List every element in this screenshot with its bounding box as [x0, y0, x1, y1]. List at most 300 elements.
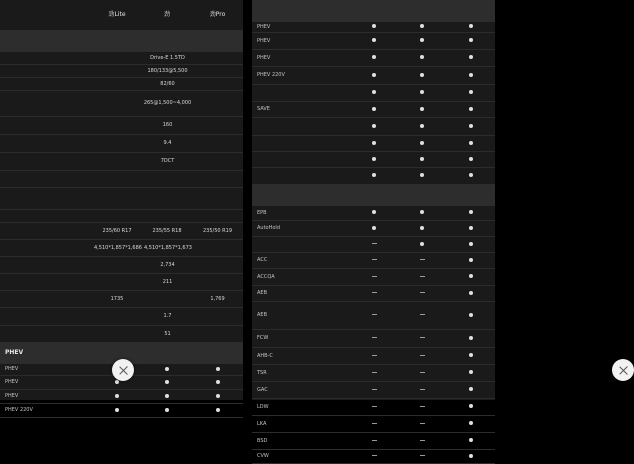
not-available-dash: [420, 355, 425, 356]
trim-header: 劲: [142, 0, 192, 30]
standard-feature-dot: [372, 210, 376, 214]
not-available-dash: [372, 372, 377, 373]
standard-feature-dot: [469, 336, 473, 340]
not-available-dash: [372, 337, 377, 338]
standard-feature-dot: [372, 173, 376, 177]
not-available-dash: [420, 337, 425, 338]
standard-feature-dot: [469, 157, 473, 161]
not-available-dash: [420, 423, 425, 424]
not-available-dash: [372, 406, 377, 407]
not-available-dash: [372, 314, 377, 315]
spec-value: [142, 290, 192, 307]
feature-cell: [142, 389, 192, 403]
spec-label: [252, 236, 350, 252]
standard-feature-dot: [372, 24, 376, 28]
spec-label: [0, 273, 92, 290]
spec-row: [252, 285, 495, 301]
spec-row: [252, 117, 495, 135]
feature-cell: [446, 285, 495, 301]
feature-cell: [350, 285, 398, 301]
feature-cell: [350, 151, 398, 167]
spec-row: [252, 66, 495, 84]
spec-row: [0, 170, 243, 187]
feature-cell: [398, 364, 446, 381]
spec-row: [252, 364, 495, 381]
spec-label: CVW: [252, 449, 350, 463]
standard-feature-dot: [372, 90, 376, 94]
not-available-dash: [420, 372, 425, 373]
spec-label: FCW: [252, 329, 350, 347]
feature-cell: [350, 32, 398, 49]
trim-header: 劲Pro: [192, 0, 243, 30]
spec-label: [0, 187, 92, 209]
spec-row: [0, 389, 243, 403]
spec-row: [0, 187, 243, 209]
feature-cell: [398, 151, 446, 167]
spec-value: 4,510*1,857*1,686: [92, 239, 142, 256]
spec-value: 51: [92, 325, 243, 342]
spec-label: [0, 325, 92, 342]
standard-feature-dot: [420, 38, 424, 42]
spec-value: 4,510*1,857*1,673: [142, 239, 192, 256]
not-available-dash: [420, 389, 425, 390]
feature-cell: [350, 167, 398, 184]
feature-cell: [350, 432, 398, 449]
feature-cell: [446, 268, 495, 285]
spec-row: [252, 301, 495, 329]
spec-label: BSD: [252, 432, 350, 449]
feature-cell: [398, 381, 446, 398]
feature-cell: [446, 167, 495, 184]
spec-table-left: [0, 0, 243, 418]
spec-value: [192, 239, 243, 256]
standard-feature-dot: [372, 73, 376, 77]
standard-feature-dot: [115, 394, 119, 398]
standard-feature-dot: [115, 408, 119, 412]
spec-label: PHEV: [0, 375, 92, 389]
spec-label: [0, 209, 92, 222]
standard-feature-dot: [469, 55, 473, 59]
spec-value: 235/50 R19: [192, 222, 243, 239]
feature-cell: [446, 415, 495, 432]
standard-feature-dot: [372, 38, 376, 42]
feature-cell: [350, 236, 398, 252]
feature-cell: [398, 329, 446, 347]
feature-cell: [350, 252, 398, 268]
spec-row: [252, 252, 495, 268]
spec-value: 160: [92, 116, 243, 134]
feature-cell: [446, 151, 495, 167]
spec-label: [0, 256, 92, 273]
standard-feature-dot: [469, 258, 473, 262]
feature-cell: [446, 381, 495, 398]
feature-cell: [350, 101, 398, 117]
feature-cell: [446, 21, 495, 32]
spec-row: [0, 307, 243, 325]
spec-label: AEB: [252, 301, 350, 329]
close-icon: [618, 365, 629, 376]
spec-label: AHB-C: [252, 347, 350, 364]
feature-cell: [192, 375, 243, 389]
spec-label: PHEV: [252, 49, 350, 66]
section-title: PHEV: [0, 342, 243, 363]
spec-label: [252, 117, 350, 135]
feature-cell: [350, 449, 398, 463]
feature-cell: [350, 220, 398, 236]
feature-cell: [446, 84, 495, 101]
feature-cell: [142, 363, 192, 375]
feature-cell: [446, 205, 495, 220]
feature-cell: [192, 403, 243, 417]
spec-row: [0, 403, 243, 417]
spec-row: [252, 432, 495, 449]
feature-cell: [350, 205, 398, 220]
standard-feature-dot: [216, 367, 220, 371]
section-header: [0, 30, 243, 51]
feature-cell: [446, 32, 495, 49]
spec-row: [0, 256, 243, 273]
spec-row: [252, 268, 495, 285]
standard-feature-dot: [469, 173, 473, 177]
feature-cell: [350, 135, 398, 151]
not-available-dash: [372, 292, 377, 293]
spec-row: [252, 398, 495, 415]
not-available-dash: [420, 276, 425, 277]
spec-row: [252, 49, 495, 66]
panel-divider: [243, 0, 252, 400]
not-available-dash: [372, 389, 377, 390]
section-title: [252, 0, 495, 21]
spec-row: [252, 21, 495, 32]
feature-cell: [350, 398, 398, 415]
feature-cell: [446, 301, 495, 329]
spec-label: LKA: [252, 415, 350, 432]
spec-row: [0, 273, 243, 290]
feature-cell: [142, 403, 192, 417]
feature-cell: [446, 329, 495, 347]
standard-feature-dot: [469, 454, 473, 458]
spec-label: AutoHold: [252, 220, 350, 236]
spec-label: [0, 222, 92, 239]
standard-feature-dot: [469, 421, 473, 425]
spec-value: 235/60 R17: [92, 222, 142, 239]
spec-value: [92, 209, 243, 222]
spec-label: PHEV 220V: [0, 403, 92, 417]
feature-cell: [446, 49, 495, 66]
spec-value: 265@1,500~4,000: [92, 90, 243, 116]
spec-label: [0, 152, 92, 170]
standard-feature-dot: [469, 242, 473, 246]
spec-row: [252, 220, 495, 236]
standard-feature-dot: [469, 226, 473, 230]
standard-feature-dot: [372, 124, 376, 128]
standard-feature-dot: [469, 313, 473, 317]
feature-cell: [398, 220, 446, 236]
feature-cell: [192, 389, 243, 403]
spec-label: [252, 151, 350, 167]
spec-label: ACCQA: [252, 268, 350, 285]
standard-feature-dot: [372, 107, 376, 111]
standard-feature-dot: [216, 394, 220, 398]
not-available-dash: [372, 259, 377, 260]
not-available-dash: [420, 455, 425, 456]
feature-cell: [350, 381, 398, 398]
feature-cell: [398, 347, 446, 364]
spec-row: [252, 205, 495, 220]
spec-label: [252, 135, 350, 151]
not-available-dash: [372, 440, 377, 441]
feature-cell: [446, 347, 495, 364]
spec-label: GAC: [252, 381, 350, 398]
spec-label: SAVE: [252, 101, 350, 117]
feature-cell: [398, 301, 446, 329]
spec-row: [252, 101, 495, 117]
spec-label: [0, 77, 92, 90]
spec-value: Drive-E 1.5TD: [92, 51, 243, 64]
spec-label: [0, 116, 92, 134]
feature-cell: [350, 21, 398, 32]
spec-row: [252, 449, 495, 463]
standard-feature-dot: [165, 408, 169, 412]
spec-value: 82/60: [92, 77, 243, 90]
standard-feature-dot: [420, 173, 424, 177]
standard-feature-dot: [420, 55, 424, 59]
standard-feature-dot: [420, 226, 424, 230]
spec-value: 2,734: [92, 256, 243, 273]
feature-cell: [398, 135, 446, 151]
standard-feature-dot: [372, 157, 376, 161]
spec-label: ACC: [252, 252, 350, 268]
standard-feature-dot: [469, 353, 473, 357]
feature-cell: [446, 252, 495, 268]
standard-feature-dot: [469, 370, 473, 374]
spec-value: [92, 187, 243, 209]
close-button-right[interactable]: [612, 359, 634, 381]
standard-feature-dot: [469, 141, 473, 145]
standard-feature-dot: [469, 210, 473, 214]
spec-row: [252, 415, 495, 432]
feature-cell: [446, 101, 495, 117]
feature-cell: [398, 398, 446, 415]
standard-feature-dot: [216, 380, 220, 384]
spec-table-right: [252, 0, 495, 464]
spec-row: [0, 51, 243, 64]
standard-feature-dot: [469, 387, 473, 391]
standard-feature-dot: [469, 291, 473, 295]
standard-feature-dot: [469, 438, 473, 442]
not-available-dash: [372, 455, 377, 456]
feature-cell: [350, 347, 398, 364]
not-available-dash: [372, 276, 377, 277]
close-icon: [118, 365, 129, 376]
spec-value: 1.7: [92, 307, 243, 325]
feature-cell: [398, 205, 446, 220]
spec-label: [0, 134, 92, 152]
feature-cell: [398, 21, 446, 32]
spec-row: [0, 134, 243, 152]
feature-cell: [350, 84, 398, 101]
standard-feature-dot: [165, 380, 169, 384]
standard-feature-dot: [469, 38, 473, 42]
feature-cell: [446, 220, 495, 236]
spec-label: [252, 167, 350, 184]
feature-cell: [192, 363, 243, 375]
feature-cell: [350, 49, 398, 66]
not-available-dash: [420, 259, 425, 260]
spec-row: [0, 325, 243, 342]
standard-feature-dot: [469, 24, 473, 28]
section-header: [252, 0, 495, 21]
trim-header: 勁Lite: [92, 0, 142, 30]
standard-feature-dot: [372, 141, 376, 145]
spec-row: [252, 329, 495, 347]
standard-feature-dot: [469, 107, 473, 111]
not-available-dash: [420, 292, 425, 293]
spec-row: [252, 347, 495, 364]
spec-row: [252, 84, 495, 101]
spec-row: [0, 239, 243, 256]
spec-label: [0, 64, 92, 77]
spec-row: [0, 77, 243, 90]
spec-row: [252, 381, 495, 398]
feature-cell: [350, 117, 398, 135]
standard-feature-dot: [469, 274, 473, 278]
spec-row: [0, 64, 243, 77]
spec-value: 7DCT: [92, 152, 243, 170]
standard-feature-dot: [420, 24, 424, 28]
spec-value: 235/55 R18: [142, 222, 192, 239]
spec-label: [0, 290, 92, 307]
spec-label: [0, 51, 92, 64]
section-header: [252, 184, 495, 205]
feature-cell: [446, 135, 495, 151]
standard-feature-dot: [420, 73, 424, 77]
feature-cell: [350, 301, 398, 329]
standard-feature-dot: [469, 73, 473, 77]
feature-cell: [446, 449, 495, 463]
not-available-dash: [372, 355, 377, 356]
spec-value: 211: [92, 273, 243, 290]
standard-feature-dot: [165, 367, 169, 371]
feature-cell: [350, 329, 398, 347]
spec-value: 180/133@5,500: [92, 64, 243, 77]
standard-feature-dot: [216, 408, 220, 412]
spec-label: AEB: [252, 285, 350, 301]
spec-row: [252, 167, 495, 184]
standard-feature-dot: [469, 404, 473, 408]
not-available-dash: [372, 243, 377, 244]
spec-label: [252, 84, 350, 101]
feature-cell: [446, 236, 495, 252]
spec-label: [0, 239, 92, 256]
spec-label: PHEV: [0, 389, 92, 403]
spec-row: [0, 152, 243, 170]
feature-cell: [446, 66, 495, 84]
standard-feature-dot: [420, 242, 424, 246]
feature-cell: [398, 432, 446, 449]
standard-feature-dot: [469, 124, 473, 128]
feature-cell: [446, 117, 495, 135]
spec-panel-left: [0, 0, 243, 413]
standard-feature-dot: [420, 157, 424, 161]
trim-header-row: [0, 0, 243, 30]
spec-panel-right: [252, 0, 495, 459]
feature-cell: [398, 285, 446, 301]
spec-label: [0, 170, 92, 187]
spec-row: [252, 236, 495, 252]
close-button-left[interactable]: [112, 359, 134, 381]
feature-cell: [446, 364, 495, 381]
section-title: [252, 184, 495, 205]
spec-row: [252, 32, 495, 49]
trim-header-empty: [0, 0, 92, 30]
standard-feature-dot: [469, 90, 473, 94]
spec-value: 1,769: [192, 290, 243, 307]
feature-cell: [398, 101, 446, 117]
spec-label: [0, 307, 92, 325]
standard-feature-dot: [420, 124, 424, 128]
not-available-dash: [372, 423, 377, 424]
feature-cell: [398, 32, 446, 49]
standard-feature-dot: [420, 141, 424, 145]
feature-cell: [350, 268, 398, 285]
standard-feature-dot: [372, 55, 376, 59]
spec-label: PHEV: [252, 32, 350, 49]
feature-cell: [398, 252, 446, 268]
feature-cell: [398, 49, 446, 66]
spec-row: [252, 151, 495, 167]
spec-row: [252, 135, 495, 151]
feature-cell: [350, 66, 398, 84]
spec-label: [0, 90, 92, 116]
feature-cell: [398, 268, 446, 285]
spec-row: [0, 290, 243, 307]
feature-cell: [398, 66, 446, 84]
spec-value: 9.4: [92, 134, 243, 152]
spec-row: [0, 90, 243, 116]
spec-label: EPB: [252, 205, 350, 220]
feature-cell: [398, 236, 446, 252]
spec-label: PHEV 220V: [252, 66, 350, 84]
standard-feature-dot: [420, 90, 424, 94]
feature-cell: [398, 415, 446, 432]
feature-cell: [92, 403, 142, 417]
feature-cell: [446, 398, 495, 415]
feature-cell: [398, 84, 446, 101]
spec-value: [92, 170, 243, 187]
feature-cell: [350, 364, 398, 381]
feature-cell: [142, 375, 192, 389]
standard-feature-dot: [165, 394, 169, 398]
feature-cell: [398, 167, 446, 184]
feature-cell: [398, 449, 446, 463]
spec-row: [0, 116, 243, 134]
spec-row: [0, 222, 243, 239]
spec-value: 1735: [92, 290, 142, 307]
standard-feature-dot: [372, 226, 376, 230]
feature-cell: [92, 389, 142, 403]
spec-label: LDW: [252, 398, 350, 415]
feature-cell: [446, 432, 495, 449]
not-available-dash: [420, 314, 425, 315]
not-available-dash: [420, 406, 425, 407]
feature-cell: [398, 117, 446, 135]
spec-label: PHEV: [252, 21, 350, 32]
spec-row: [0, 209, 243, 222]
feature-cell: [350, 415, 398, 432]
standard-feature-dot: [420, 107, 424, 111]
spec-label: PHEV: [0, 363, 92, 375]
